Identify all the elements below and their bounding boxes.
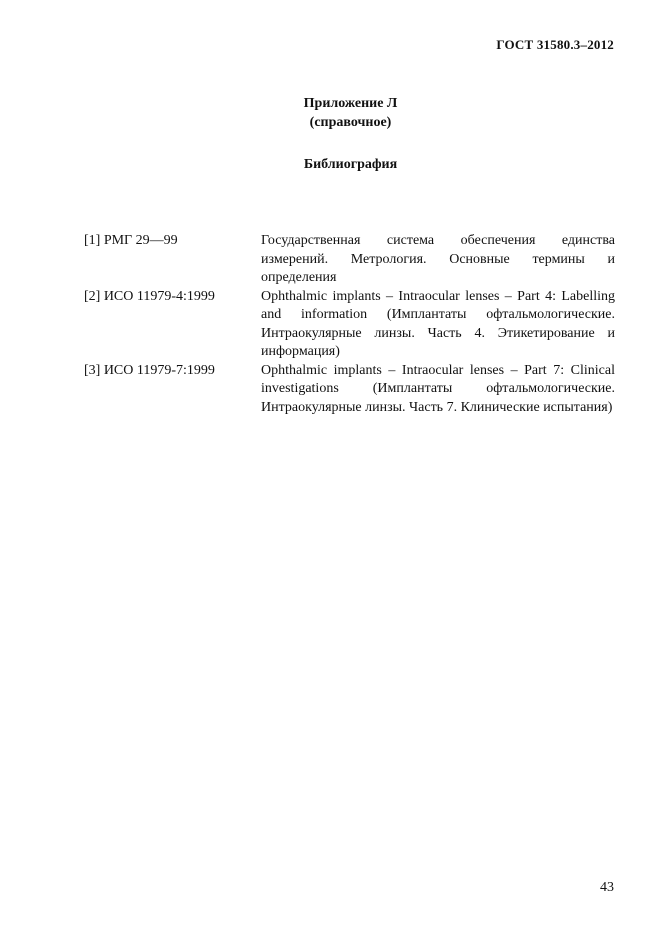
reference-title: Ophthalmic implants – Intraocular lenses – Part 4: Labelling and information (Имплантаты офтальмологические. Интраокулярные линзы. Часть 4. Этикетирование и информация): [261, 288, 615, 359]
annex-heading: [0, 94, 661, 132]
reference-code: [3] ИСО 11979-7:1999: [84, 362, 215, 378]
reference-list: [84, 232, 615, 417]
page-number: 43: [600, 880, 614, 895]
reference-item: [84, 232, 615, 288]
reference-item: [84, 362, 615, 418]
annex-title: Приложение Л: [303, 96, 398, 111]
document-code: ГОСТ 31580.3–2012: [496, 37, 614, 52]
reference-item: [84, 288, 615, 362]
reference-code: [2] ИСО 11979-4:1999: [84, 288, 215, 304]
reference-code: [1] РМГ 29—99: [84, 233, 178, 248]
reference-title: Ophthalmic implants – Intraocular lenses – Part 7: Clinical investigations (Имплантаты офтальмологические. Интраокулярные линзы. Часть 7. Клинические испытания): [261, 362, 615, 415]
annex-subtitle: (справочное): [309, 115, 392, 130]
reference-title: Государственная система обеспечения единства измерений. Метрология. Основные термины и определения: [261, 233, 615, 285]
bibliography-title: Библиография: [303, 157, 398, 172]
